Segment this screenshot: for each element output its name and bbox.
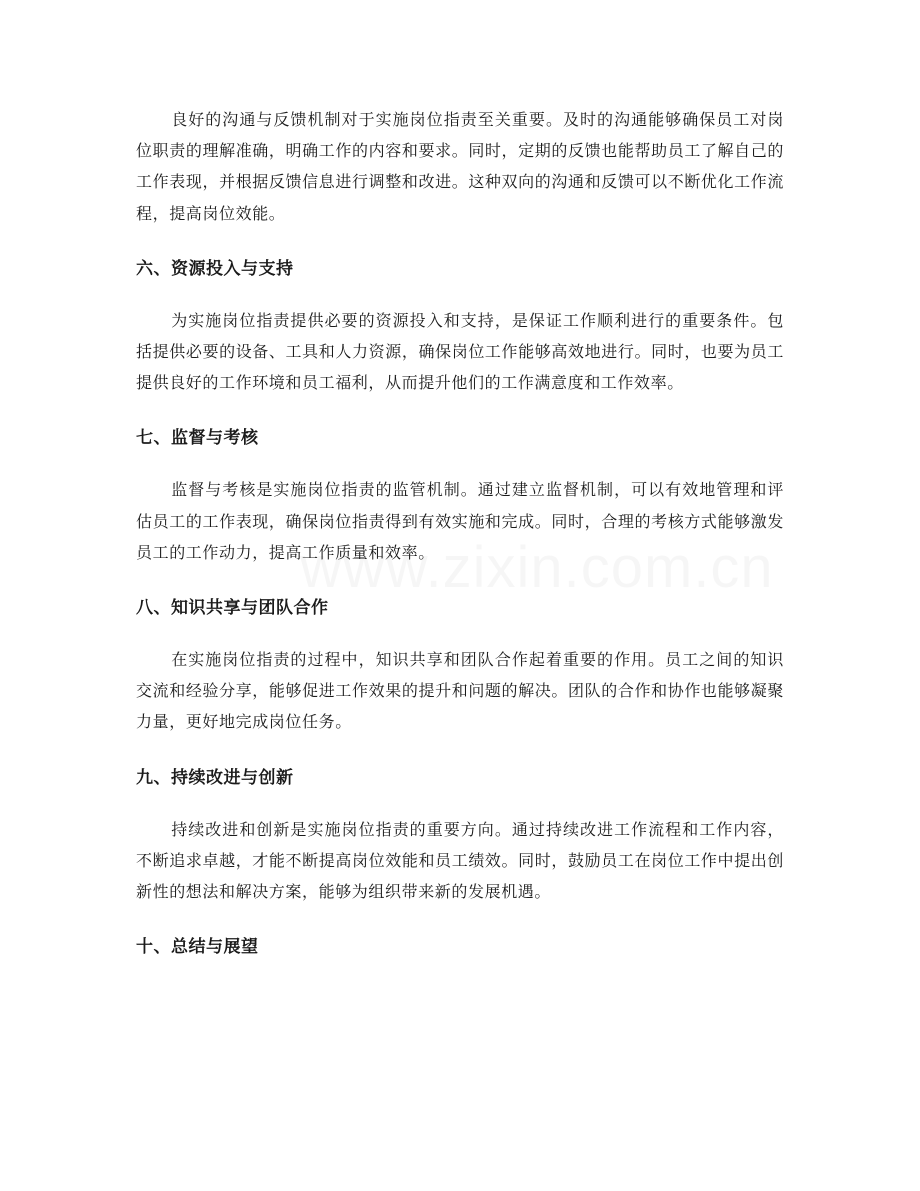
section-heading-8: 八、知识共享与团队合作 [136, 598, 329, 619]
section-body-9: 持续改进和创新是实施岗位指责的重要方向。通过持续改进工作流程和工作内容，不断追求卓越，才能不断提高岗位效能和员工绩效。同时，鼓励员工在岗位工作中提出创新性的想法和解决方案，能够为组织带来新的发展机遇。 [136, 819, 784, 902]
section-heading-10: 十、总结与展望 [136, 937, 259, 958]
section-body-7: 监督与考核是实施岗位指责的监管机制。通过建立监督机制，可以有效地管理和评估员工的工作表现，确保岗位指责得到有效实施和完成。同时，合理的考核方式能够激发员工的工作动力，提高工作质量和效率。 [136, 480, 784, 562]
intro-paragraph: 良好的沟通与反馈机制对于实施岗位指责至关重要。及时的沟通能够确保员工对岗位职责的理解准确，明确工作的内容和要求。同时，定期的反馈也能帮助员工了解自己的工作表现，并根据反馈信息进行调整和改进。这种双向的沟通和反馈可以不断优化工作流程，提高岗位效能。 [136, 110, 784, 223]
section-body-8: 在实施岗位指责的过程中，知识共享和团队合作起着重要的作用。员工之间的知识交流和经验分享，能够促进工作效果的提升和问题的解决。团队的合作和协作也能够凝聚力量，更好地完成岗位任务。 [136, 650, 784, 732]
section-heading-9: 九、持续改进与创新 [136, 767, 294, 788]
section-heading-6: 六、资源投入与支持 [136, 258, 294, 279]
section-body-6: 为实施岗位指责提供必要的资源投入和支持，是保证工作顺利进行的重要条件。包括提供必要的设备、工具和人力资源，确保岗位工作能够高效地进行。同时，也要为员工提供良好的工作环境和员工福利，从而提升他们的工作满意度和工作效率。 [136, 310, 784, 393]
section-heading-7: 七、监督与考核 [136, 428, 259, 449]
